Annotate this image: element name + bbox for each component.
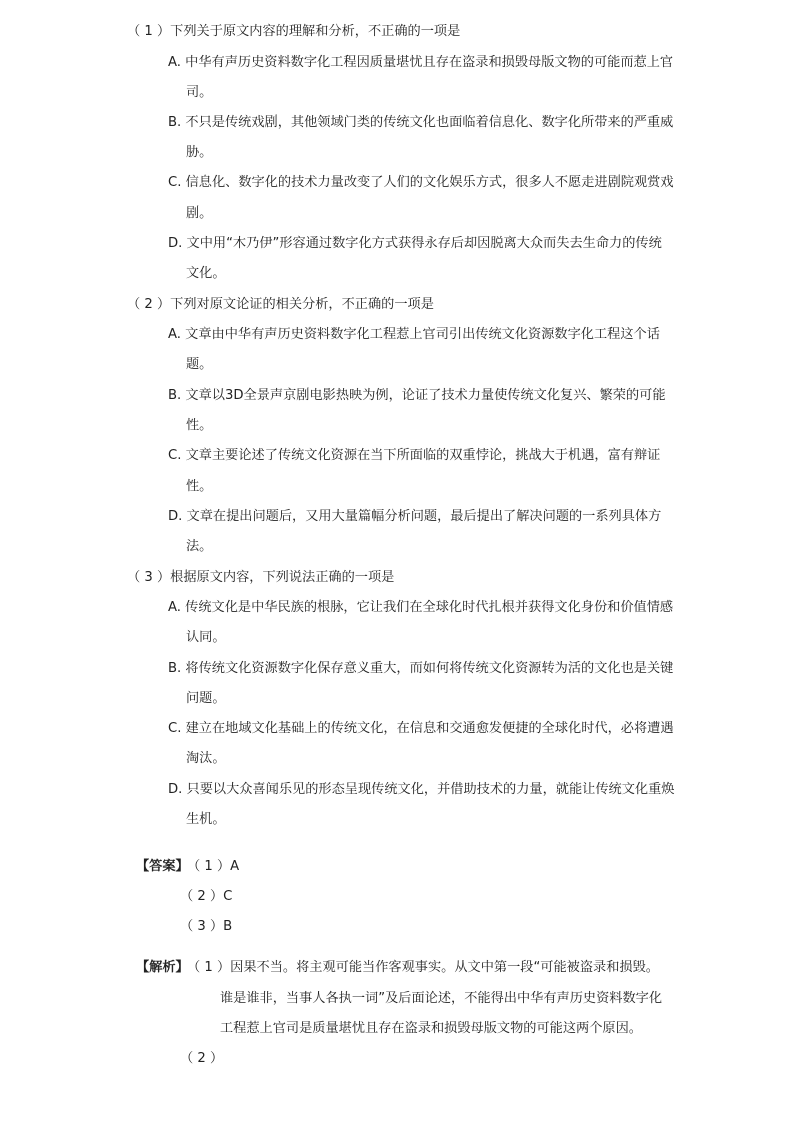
analysis-item-2: （ 2 ） xyxy=(180,1051,224,1066)
question-1-option-c-cont: 剧。 xyxy=(186,206,213,221)
analysis-item-1: （ 1 ）因果不当。将主观可能当作客观事实。从文中第一段“可能被盗录和损毁。 xyxy=(187,960,659,975)
question-3-option-c-cont: 淘汰。 xyxy=(186,751,226,766)
question-2-option-c-cont: 性。 xyxy=(186,479,213,494)
question-3-option-b-cont: 问题。 xyxy=(186,691,226,706)
analysis-label: 【解析】 xyxy=(136,960,189,975)
question-2-option-c: C. 文章主要论述了传统文化资源在当下所面临的双重悖论，挑战大于机遇，富有辩证 xyxy=(168,448,661,463)
question-2-option-d: D. 文章在提出问题后，又用大量篇幅分析问题，最后提出了解决问题的一系列具体方 xyxy=(168,509,662,524)
question-3-option-b: B. 将传统文化资源数字化保存意义重大，而如何将传统文化资源转为活的文化也是关键 xyxy=(168,661,674,676)
question-3-option-d: D. 只要以大众喜闻乐见的形态呈现传统文化，并借助技术的力量，就能让传统文化重焕 xyxy=(168,782,675,797)
question-3-option-a: A. 传统文化是中华民族的根脉，它让我们在全球化时代扎根并获得文化身份和价值情感 xyxy=(168,600,674,615)
question-2-stem: （ 2 ）下列对原文论证的相关分析，不正确的一项是 xyxy=(127,297,434,312)
analysis-item-1-cont-2: 工程惹上官司是质量堪忧且存在盗录和损毁母版文物的可能这两个原因。 xyxy=(220,1021,642,1036)
answer-label: 【答案】 xyxy=(136,859,189,874)
question-1-option-c: C. 信息化、数字化的技术力量改变了人们的文化娱乐方式，很多人不愿走进剧院观赏戏 xyxy=(168,175,674,190)
answer-item-1: （ 1 ）A xyxy=(187,859,240,874)
question-1-option-a: A. 中华有声历史资料数字化工程因质量堪忧且存在盗录和损毁母版文物的可能而惹上官 xyxy=(168,55,674,70)
question-1-option-b-cont: 胁。 xyxy=(186,145,213,160)
question-1-option-d: D. 文中用“木乃伊”形容通过数字化方式获得永存后却因脱离大众而失去生命力的传统 xyxy=(168,236,662,251)
question-3-stem: （ 3 ）根据原文内容，下列说法正确的一项是 xyxy=(127,570,395,585)
question-2-option-b-cont: 性。 xyxy=(186,418,213,433)
question-1-option-d-cont: 文化。 xyxy=(186,266,226,281)
question-3-option-c: C. 建立在地域文化基础上的传统文化，在信息和交通愈发便捷的全球化时代，必将遭遇 xyxy=(168,721,674,736)
question-2-option-a: A. 文章由中华有声历史资料数字化工程惹上官司引出传统文化资源数字化工程这个话 xyxy=(168,327,660,342)
question-2-option-a-cont: 题。 xyxy=(186,357,213,372)
question-1-option-b: B. 不只是传统戏剧，其他领域门类的传统文化也面临着信息化、数字化所带来的严重威 xyxy=(168,115,674,130)
question-2-option-d-cont: 法。 xyxy=(186,539,213,554)
answer-item-3: （ 3 ）B xyxy=(180,919,233,934)
question-3-option-d-cont: 生机。 xyxy=(186,812,226,827)
analysis-item-1-cont-1: 谁是谁非，当事人各执一词”及后面论述，不能得出中华有声历史资料数字化 xyxy=(220,991,663,1006)
question-1-option-a-cont: 司。 xyxy=(186,85,213,100)
question-1-stem: （ 1 ）下列关于原文内容的理解和分析，不正确的一项是 xyxy=(127,24,461,39)
answer-item-2: （ 2 ）C xyxy=(180,889,233,904)
question-3-option-a-cont: 认同。 xyxy=(186,630,226,645)
question-2-option-b: B. 文章以3D全景声京剧电影热映为例，论证了技术力量使传统文化复兴、繁荣的可能 xyxy=(168,388,666,403)
